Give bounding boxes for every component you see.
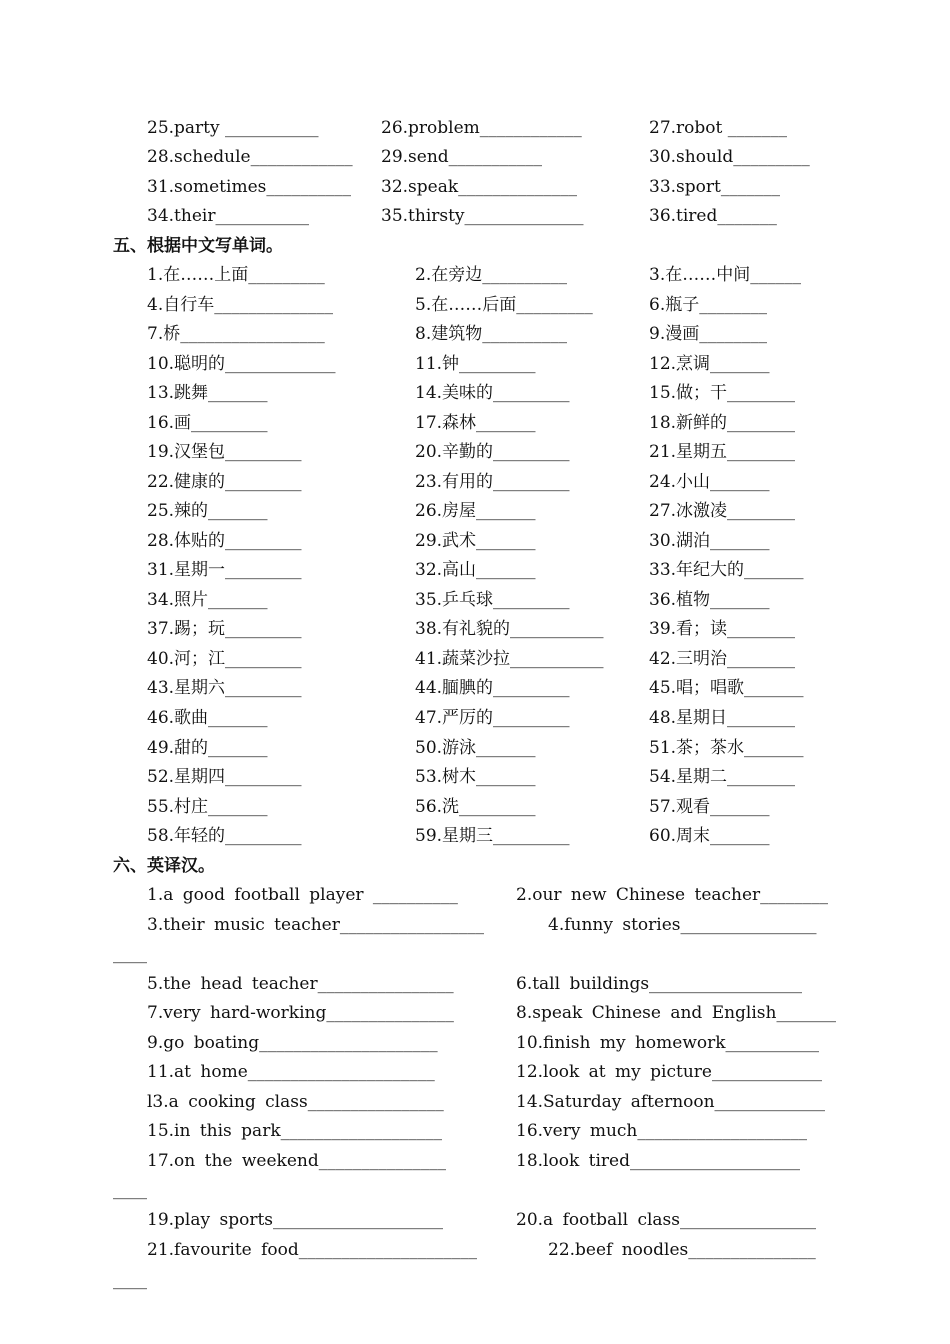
vocab-item: 58.年轻的_________: [147, 826, 302, 846]
vocab-item: 12.烹调_______: [649, 354, 770, 374]
vocab-item: 4.自行车______________: [147, 295, 334, 315]
vocab-item: 40.河；江_________: [147, 649, 302, 669]
phrase-item: 19.play sports____________________: [147, 1210, 444, 1230]
phrase-item: 5.the head teacher________________: [147, 974, 454, 994]
vocab-item: 22.健康的_________: [147, 472, 302, 492]
vocab-item: 10.聪明的_____________: [147, 354, 336, 374]
phrase-row: [0, 972, 950, 996]
vocab-row: [0, 795, 950, 819]
vocab-item: 31.星期一_________: [147, 560, 302, 580]
vocab-item: 27.robot _______: [649, 118, 788, 138]
phrase-item: 12.look at my picture_____________: [516, 1062, 823, 1082]
vocab-item: 18.新鲜的________: [649, 413, 796, 433]
phrase-item: 8.speak Chinese and English_______: [516, 1003, 836, 1023]
vocab-item: 60.周末_______: [649, 826, 770, 846]
vocab-item: 43.星期六_________: [147, 678, 302, 698]
phrase-row: [0, 1149, 950, 1173]
vocab-item: 31.sometimes__________: [147, 177, 352, 197]
vocab-item: 9.漫画________: [649, 324, 768, 344]
vocab-row: [0, 676, 950, 700]
phrase-item: 15.in this park___________________: [147, 1121, 443, 1141]
vocab-item: 36.tired_______: [649, 206, 777, 226]
phrase-item: 14.Saturday afternoon_____________: [516, 1092, 826, 1112]
phrase-row: [0, 1031, 950, 1055]
vocab-row: [0, 617, 950, 641]
vocab-item: 41.蔬菜沙拉___________: [415, 649, 604, 669]
vocab-item: 45.唱；唱歌_______: [649, 678, 804, 698]
vocab-item: 25.party ___________: [147, 118, 319, 138]
wrapped-blank: ____: [113, 1270, 147, 1290]
vocab-item: 35.乒乓球_________: [415, 590, 570, 610]
phrase-item: 22.beef noodles_______________: [548, 1240, 816, 1260]
vocab-item: 25.辣的_______: [147, 501, 268, 521]
vocab-item: 29.send___________: [381, 147, 543, 167]
vocab-row: [0, 293, 950, 317]
vocab-item: 14.美味的_________: [415, 383, 570, 403]
vocab-row: [0, 175, 950, 199]
phrase-item: 2.our new Chinese teacher________: [516, 885, 829, 905]
vocab-row: [0, 116, 950, 140]
phrase-item: 3.their music teacher_________________: [147, 915, 485, 935]
vocab-row: [0, 588, 950, 612]
phrase-item: 17.on the weekend_______________: [147, 1151, 447, 1171]
vocab-item: 49.甜的_______: [147, 738, 268, 758]
vocab-item: 13.跳舞_______: [147, 383, 268, 403]
vocab-item: 47.严厉的_________: [415, 708, 570, 728]
vocab-item: 48.星期日________: [649, 708, 796, 728]
vocab-item: 38.有礼貌的___________: [415, 619, 604, 639]
vocab-item: 52.星期四_________: [147, 767, 302, 787]
vocab-item: 36.植物_______: [649, 590, 770, 610]
vocab-row: [0, 381, 950, 405]
vocab-item: 34.照片_______: [147, 590, 268, 610]
vocab-item: 30.湖泊_______: [649, 531, 770, 551]
phrase-row: [0, 1238, 950, 1262]
vocab-item: 35.thirsty______________: [381, 206, 584, 226]
section-heading-5: 五、根据中文写单词。: [113, 236, 283, 256]
vocab-item: 33.sport_______: [649, 177, 781, 197]
phrase-item: l3.a cooking class________________: [147, 1092, 444, 1112]
vocab-item: 21.星期五________: [649, 442, 796, 462]
phrase-item: 6.tall buildings__________________: [516, 974, 803, 994]
phrase-item: 18.look tired____________________: [516, 1151, 800, 1171]
vocab-item: 44.腼腆的_________: [415, 678, 570, 698]
vocab-item: 39.看；读________: [649, 619, 796, 639]
phrase-item: 11.at home______________________: [147, 1062, 435, 1082]
vocab-item: 5.在……后面_________: [415, 295, 593, 315]
vocab-item: 46.歌曲_______: [147, 708, 268, 728]
vocab-item: 27.冰激凌________: [649, 501, 796, 521]
vocab-row: [0, 529, 950, 553]
vocab-item: 23.有用的_________: [415, 472, 570, 492]
vocab-item: 17.森林_______: [415, 413, 536, 433]
vocab-item: 2.在旁边__________: [415, 265, 568, 285]
vocab-item: 24.小山_______: [649, 472, 770, 492]
phrase-item: 16.very much____________________: [516, 1121, 808, 1141]
phrase-item: 9.go boating_____________________: [147, 1033, 438, 1053]
vocab-item: 7.桥_________________: [147, 324, 325, 344]
vocab-row: [0, 352, 950, 376]
vocab-row: [0, 440, 950, 464]
vocab-item: 30.should_________: [649, 147, 810, 167]
vocab-item: 20.辛勤的_________: [415, 442, 570, 462]
phrase-row: [0, 1060, 950, 1084]
section-heading-6: 六、英译汉。: [113, 856, 215, 876]
vocab-item: 50.游泳_______: [415, 738, 536, 758]
vocab-item: 34.their___________: [147, 206, 309, 226]
vocab-item: 37.踢；玩_________: [147, 619, 302, 639]
vocab-item: 53.树木_______: [415, 767, 536, 787]
vocab-item: 59.星期三_________: [415, 826, 570, 846]
vocab-item: 51.茶；茶水_______: [649, 738, 804, 758]
vocab-row: [0, 263, 950, 287]
vocab-item: 42.三明治________: [649, 649, 796, 669]
vocab-item: 28.schedule____________: [147, 147, 353, 167]
phrase-item: 21.favourite food_____________________: [147, 1240, 478, 1260]
vocab-item: 3.在……中间______: [649, 265, 802, 285]
phrase-item: 7.very hard-working_______________: [147, 1003, 454, 1023]
vocab-item: 6.瓶子________: [649, 295, 768, 315]
vocab-item: 32.speak______________: [381, 177, 578, 197]
vocab-item: 26.problem____________: [381, 118, 582, 138]
vocab-item: 56.洗_________: [415, 797, 536, 817]
phrase-item: 20.a football class________________: [516, 1210, 817, 1230]
phrase-row: [0, 883, 950, 907]
phrase-row: [0, 1090, 950, 1114]
vocab-item: 28.体贴的_________: [147, 531, 302, 551]
phrase-row: [0, 1208, 950, 1232]
phrase-item: 1.a good football player __________: [147, 885, 458, 905]
vocab-row: [0, 204, 950, 228]
vocab-row: [0, 647, 950, 671]
vocab-row: [0, 145, 950, 169]
vocab-row: [0, 499, 950, 523]
wrapped-blank: ____: [113, 1180, 147, 1200]
vocab-row: [0, 558, 950, 582]
vocab-row: [0, 706, 950, 730]
vocab-row: [0, 736, 950, 760]
vocab-item: 54.星期二________: [649, 767, 796, 787]
wrapped-blank: ____: [113, 944, 147, 964]
phrase-item: 10.finish my homework___________: [516, 1033, 820, 1053]
vocab-item: 1.在……上面_________: [147, 265, 325, 285]
vocab-item: 33.年纪大的_______: [649, 560, 804, 580]
vocab-item: 29.武术_______: [415, 531, 536, 551]
vocab-row: [0, 322, 950, 346]
phrase-row: [0, 1119, 950, 1143]
vocab-item: 15.做；干________: [649, 383, 796, 403]
vocab-row: [0, 824, 950, 848]
vocab-row: [0, 765, 950, 789]
phrase-row: [0, 1001, 950, 1025]
vocab-item: 55.村庄_______: [147, 797, 268, 817]
phrase-item: 4.funny stories________________: [548, 915, 817, 935]
vocab-item: 16.画_________: [147, 413, 268, 433]
vocab-item: 57.观看_______: [649, 797, 770, 817]
vocab-row: [0, 470, 950, 494]
vocab-item: 19.汉堡包_________: [147, 442, 302, 462]
vocab-row: [0, 411, 950, 435]
phrase-row: [0, 913, 950, 937]
vocab-item: 26.房屋_______: [415, 501, 536, 521]
vocab-item: 11.钟_________: [415, 354, 536, 374]
vocab-item: 8.建筑物__________: [415, 324, 568, 344]
vocab-item: 32.高山_______: [415, 560, 536, 580]
